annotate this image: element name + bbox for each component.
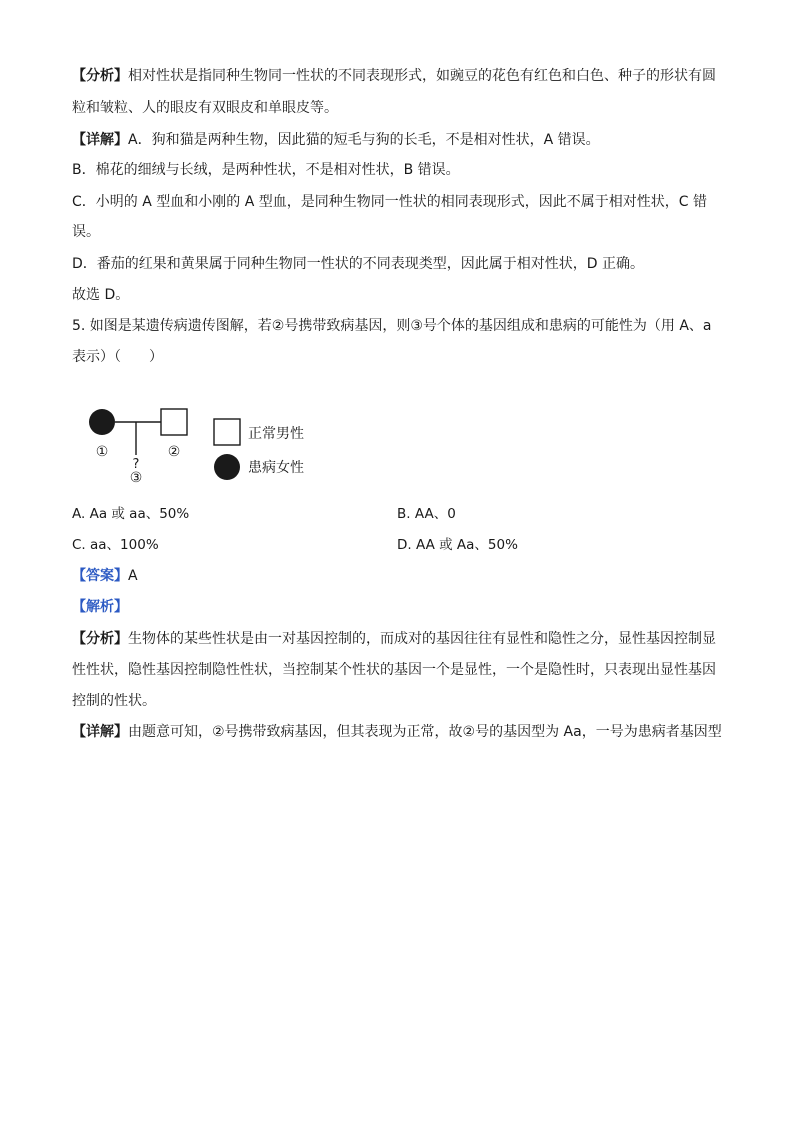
pedigree-diagram [80, 400, 340, 490]
legend-male-square [214, 419, 240, 445]
legend-male-label: 正常男性 [248, 426, 304, 442]
detail2-text: 由题意可知，②号携带致病基因，但其表现为正常，故②号的基因型为 Aa，一号为患病者基因型 [128, 724, 722, 740]
analysis-text: 相对性状是指同种生物同一性状的不同表现形式，如豌豆的花色有红色和白色、种子的形状有圆 [128, 68, 716, 84]
label-3: ③ [129, 470, 143, 486]
detail-text-a: A．狗和猫是两种生物，因此猫的短毛与狗的长毛，不是相对性状，A 错误。 [128, 132, 600, 148]
label-1: ① [95, 444, 109, 460]
question-line-1: 5. 如图是某遗传病遗传图解，若②号携带致病基因，则③号个体的基因组成和患病的可能性为（用 A、a [72, 318, 712, 334]
analysis2-tag: 【分析】 [72, 631, 128, 647]
analysis-line-1 [72, 66, 716, 86]
question-line-2: 表示）（ ） [72, 349, 163, 365]
affected-female-1 [89, 409, 115, 435]
detail2-tag: 【详解】 [72, 724, 128, 740]
detail-line-b: B．棉花的细绒与长绒，是两种性状，不是相对性状，B 错误。 [72, 162, 460, 178]
detail-line-d: D．番茄的红果和黄果属于同种生物同一性状的不同表现类型，因此属于相对性状，D 正确。 [72, 256, 645, 272]
legend-female-circle [214, 454, 240, 480]
analysis2-line-3: 控制的性状。 [72, 693, 156, 709]
analysis-tag: 【分析】 [72, 68, 128, 84]
detail-tag: 【详解】 [72, 132, 128, 148]
question-mark: ? [132, 457, 140, 472]
detail-line-c2: 误。 [72, 224, 100, 240]
option-b: B. AA、0 [397, 506, 456, 522]
option-a: A. Aa 或 aa、50% [72, 506, 190, 522]
analysis2-line-2: 性性状，隐性基因控制隐性性状，当控制某个性状的基因一个是显性，一个是隐性时，只表现出显性基因 [72, 662, 716, 678]
detail-line-a [72, 130, 600, 150]
option-d: D. AA 或 Aa、50% [397, 537, 518, 553]
option-c: C. aa、100% [72, 537, 159, 553]
normal-male-2 [161, 409, 187, 435]
legend-female-label: 患病女性 [248, 460, 304, 476]
analysis2-text: 生物体的某些性状是由一对基因控制的，而成对的基因往往有显性和隐性之分，显性基因控制显 [128, 631, 716, 647]
label-2: ② [167, 444, 181, 460]
answer-value: A [128, 568, 138, 584]
explanation-tag: 【解析】 [72, 599, 128, 615]
analysis2-line-1 [72, 629, 716, 649]
answer-line [72, 566, 138, 586]
analysis-line-2: 粒和皱粒、人的眼皮有双眼皮和单眼皮等。 [72, 100, 338, 116]
detail-line-c1: C．小明的 A 型血和小刚的 A 型血，是同种生物同一性状的相同表现形式，因此不属于相对性状，C 错 [72, 194, 707, 210]
choose-line: 故选 D。 [72, 287, 130, 303]
explanation-line [72, 597, 128, 617]
answer-tag: 【答案】 [72, 568, 128, 584]
detail2-line-1 [72, 722, 722, 742]
